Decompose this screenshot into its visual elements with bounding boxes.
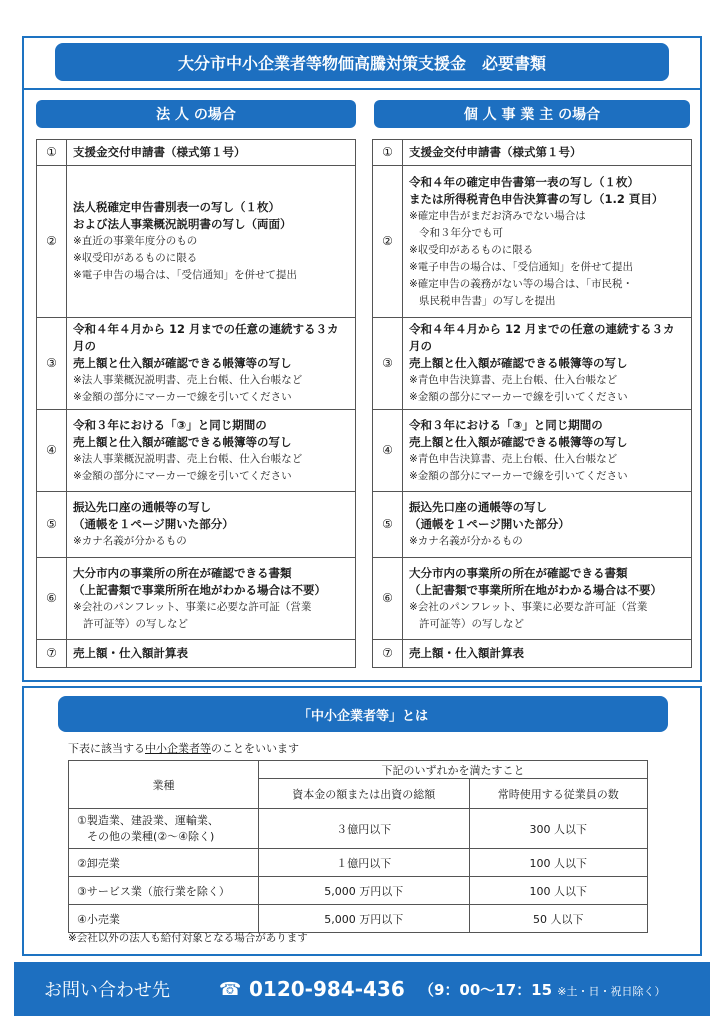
industry-cell	[69, 849, 259, 877]
row-number: ④	[37, 410, 67, 492]
description-line: ※収受印があるものに限る	[409, 243, 534, 256]
document-description	[67, 410, 356, 492]
document-row	[37, 492, 356, 558]
employees-cell: 50 人以下	[469, 905, 647, 933]
document-description	[403, 492, 692, 558]
document-description	[403, 410, 692, 492]
description-line: および法人事業概況説明書の写し（両面）	[73, 217, 292, 231]
row-number: ③	[37, 318, 67, 410]
industry-line: その他の業種(②〜④除く)	[87, 829, 215, 843]
table-row	[69, 849, 648, 877]
document-row	[373, 558, 692, 640]
description-line: 令和３年分でも可	[419, 226, 503, 239]
document-row	[37, 140, 356, 166]
col-employees: 常時使用する従業員の数	[469, 779, 647, 809]
document-description	[67, 318, 356, 410]
description-line: 県民税申告書」の写しを提出	[419, 294, 556, 307]
phone-icon: ☎	[219, 978, 242, 1000]
document-description	[403, 558, 692, 640]
corporate-documents-table	[36, 139, 356, 668]
description-line: ※青色申告決算書、売上台帳、仕入台帳など	[409, 374, 618, 386]
description-line: 支援金交付申請書（様式第１号）	[409, 145, 582, 159]
industry-line: ④小売業	[77, 912, 120, 926]
description-line: ※法人事業概況説明書、売上台帳、仕入台帳など	[73, 452, 303, 465]
document-row	[373, 140, 692, 166]
row-number: ②	[37, 166, 67, 318]
document-row	[373, 640, 692, 668]
col-industry: 業種	[69, 761, 259, 809]
description-line: 許可証等）の写しなど	[83, 617, 188, 630]
row-number: ①	[373, 140, 403, 166]
description-line: または所得税青色申告決算書の写し（1.2 頁目）	[409, 191, 664, 206]
description-line: 許可証等）の写しなど	[419, 617, 524, 630]
document-row	[373, 492, 692, 558]
contact-footer	[14, 962, 710, 1016]
document-description	[403, 166, 692, 318]
description-line: ※電子申告の場合は、「受信通知」を併せて提出	[409, 260, 634, 273]
description-line: 令和３年における「③」と同じ期間の	[409, 417, 603, 432]
document-row	[373, 318, 692, 410]
description-line: ※カナ名義が分かるもの	[409, 535, 523, 547]
description-line: 売上額・仕入額計算表	[73, 646, 188, 660]
capital-cell: 5,000 万円以下	[259, 905, 470, 933]
document-row	[37, 166, 356, 318]
description-line: （通帳を１ページ開いた部分）	[409, 517, 570, 531]
description-line: ※金額の部分にマーカーで線を引いてください	[409, 469, 628, 482]
office-hours: （9：00〜17：15 ※土・日・祝日除く）	[419, 980, 666, 999]
industry-cell	[69, 809, 259, 849]
row-number: ⑥	[37, 558, 67, 640]
phone-number[interactable]: 0120-984-436	[249, 977, 405, 1001]
description-line: ※確定申告がまだお済みでない場合は	[409, 209, 586, 222]
row-number: ⑥	[373, 558, 403, 640]
document-description	[403, 640, 692, 668]
sme-header: 「中小企業者等」とは	[58, 696, 668, 732]
document-row	[373, 410, 692, 492]
description-line: 売上額と仕入額が確認できる帳簿等の写し	[409, 356, 628, 370]
document-description	[67, 166, 356, 318]
sme-note: ※会社以外の法人も給付対象となる場合があります	[68, 932, 308, 944]
document-description	[67, 558, 356, 640]
row-number: ⑦	[37, 640, 67, 668]
employees-cell: 300 人以下	[469, 809, 647, 849]
industry-cell	[69, 905, 259, 933]
description-line: ※直近の事業年度分のもの	[73, 235, 198, 247]
document-row	[37, 640, 356, 668]
description-line: 売上額と仕入額が確認できる帳簿等の写し	[73, 356, 292, 370]
document-row	[37, 318, 356, 410]
description-line: ※法人事業概況説明書、売上台帳、仕入台帳など	[73, 374, 303, 386]
row-number: ③	[373, 318, 403, 410]
contact-label: お問い合わせ先	[44, 980, 170, 1001]
description-line: 大分市内の事業所の所在が確認できる書類	[73, 565, 292, 580]
individual-documents-table	[372, 139, 692, 668]
industry-cell	[69, 877, 259, 905]
description-line: 売上額と仕入額が確認できる帳簿等の写し	[409, 434, 628, 449]
row-number: ⑤	[373, 492, 403, 558]
description-line: 令和４年の確定申告書第一表の写し（１枚）	[409, 174, 639, 189]
document-description	[403, 140, 692, 166]
description-line: （通帳を１ページ開いた部分）	[73, 517, 234, 531]
industry-line: ③サービス業（旅行業を除く）	[77, 884, 230, 898]
title-divider	[24, 88, 700, 90]
document-description	[67, 140, 356, 166]
table-row	[69, 905, 648, 933]
description-line: 振込先口座の通帳等の写し	[73, 500, 211, 514]
description-line: ※会社のパンフレット、事業に必要な許可証（営業	[409, 600, 648, 613]
industry-line: ①製造業、建設業、運輸業、	[77, 813, 219, 827]
row-number: ⑤	[37, 492, 67, 558]
description-line: 大分市内の事業所の所在が確認できる書類	[409, 565, 628, 580]
description-line: ※金額の部分にマーカーで線を引いてください	[409, 391, 628, 403]
description-line: 令和３年における「③」と同じ期間の	[73, 417, 267, 432]
document-description	[403, 318, 692, 410]
table-row	[69, 877, 648, 905]
description-line: 令和４年４月から 12 月までの任意の連続する３カ月の	[73, 322, 339, 353]
document-description	[67, 640, 356, 668]
industry-line: ②卸売業	[77, 856, 120, 870]
description-line: 法人税確定申告書別表一の写し（１枚）	[73, 200, 280, 214]
document-row	[37, 410, 356, 492]
description-line: （上記書類で事業所所在地がわかる場合は不要）	[73, 582, 326, 597]
description-line: ※青色申告決算書、売上台帳、仕入台帳など	[409, 452, 618, 465]
description-line: ※確定申告の義務がない等の場合は、「市民税・	[409, 277, 634, 290]
sme-criteria-table	[68, 760, 648, 933]
description-line: 売上額・仕入額計算表	[409, 646, 524, 660]
document-row	[37, 558, 356, 640]
table-row	[69, 809, 648, 849]
row-number: ①	[37, 140, 67, 166]
capital-cell: ３億円以下	[259, 809, 470, 849]
description-line: 支援金交付申請書（様式第１号）	[73, 145, 246, 159]
capital-cell: １億円以下	[259, 849, 470, 877]
individual-header: 個 人 事 業 主 の場合	[374, 100, 690, 128]
description-line: ※金額の部分にマーカーで線を引いてください	[73, 391, 292, 403]
col-condition: 下記のいずれかを満たすこと	[259, 761, 648, 779]
description-line: 振込先口座の通帳等の写し	[409, 500, 547, 514]
sme-intro: 下表に該当する中小企業者等のことをいいます	[68, 742, 299, 755]
description-line: （上記書類で事業所所在地がわかる場合は不要）	[409, 582, 662, 597]
description-line: ※収受印があるものに限る	[73, 252, 198, 264]
row-number: ⑦	[373, 640, 403, 668]
capital-cell: 5,000 万円以下	[259, 877, 470, 905]
description-line: ※金額の部分にマーカーで線を引いてください	[73, 469, 292, 482]
document-description	[67, 492, 356, 558]
row-number: ④	[373, 410, 403, 492]
page-title: 大分市中小企業者等物価高騰対策支援金 必要書類	[55, 43, 669, 81]
document-row	[373, 166, 692, 318]
description-line: 令和４年４月から 12 月までの任意の連続する３カ月の	[409, 322, 675, 353]
row-number: ②	[373, 166, 403, 318]
description-line: ※会社のパンフレット、事業に必要な許可証（営業	[73, 600, 312, 613]
corporate-header: 法 人 の場合	[36, 100, 356, 128]
description-line: 売上額と仕入額が確認できる帳簿等の写し	[73, 434, 292, 449]
employees-cell: 100 人以下	[469, 849, 647, 877]
employees-cell: 100 人以下	[469, 877, 647, 905]
description-line: ※電子申告の場合は、「受信通知」を併せて提出	[73, 269, 298, 281]
col-capital: 資本金の額または出資の総額	[259, 779, 470, 809]
description-line: ※カナ名義が分かるもの	[73, 535, 187, 547]
